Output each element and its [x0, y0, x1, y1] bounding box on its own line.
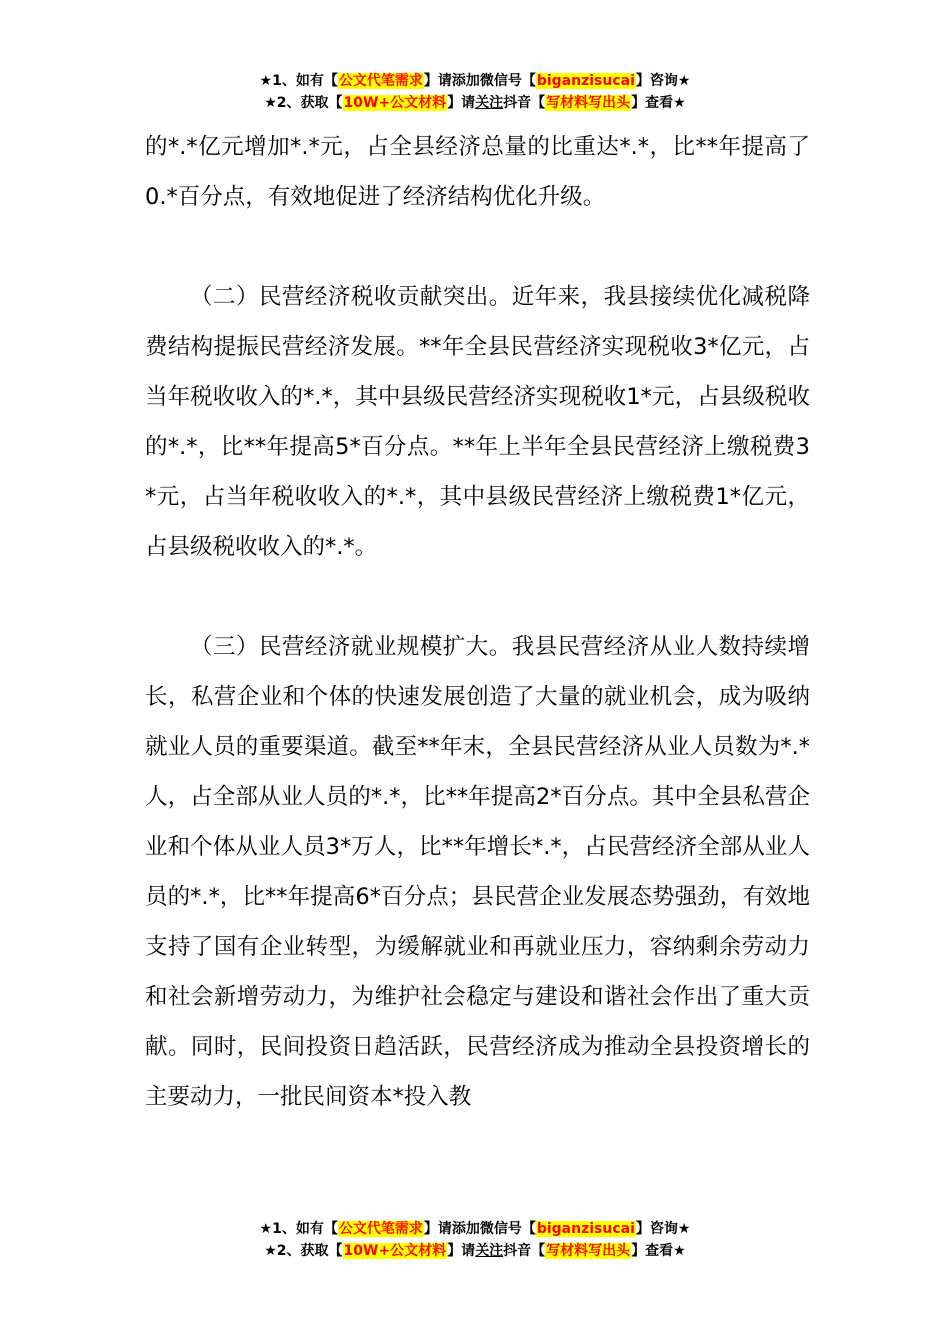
- footer-highlight-materials: 10W+公文材料: [343, 1243, 447, 1259]
- paragraph-tax-contribution: （二）民营经济税收贡献突出。近年来，我县接续优化减税降费结构提振民营经济发展。**年全县民营经济实现税收3*亿元，占当年税收收入的*.*，其中县级民营经济实现税收1*元，占县级税收的*.*，比**年提高5*百分点。**年上半年全县民营经济上缴税费3*元，占当年税收收入的*.*，其中县级民营经济上缴税费1*亿元，占县级税收收入的*.*。: [145, 284, 810, 560]
- header-line-2-text: 】查看★: [631, 95, 686, 111]
- paragraph-continuation: 的*.*亿元增加*.*元，占全县经济总量的比重达*.*，比**年提高了0.*百分点，有效地促进了经济结构优化升级。: [145, 134, 810, 210]
- footer-highlight-douyin: 写材料写出头: [546, 1243, 631, 1259]
- header-line-2-text: ★2、获取【: [264, 95, 343, 111]
- header-highlight-wechat-id: biganzisucai: [536, 73, 635, 89]
- header-line-1: [0, 70, 950, 92]
- footer-line-1: [0, 1218, 950, 1240]
- header-line-1-text: 】请添加微信号【: [423, 73, 536, 89]
- document-body: [145, 122, 810, 1122]
- footer-line-1-text: 】咨询★: [635, 1221, 691, 1237]
- footer-line-2-text: 】请: [447, 1243, 476, 1259]
- footer-line-2-text: ★2、获取【: [264, 1243, 343, 1259]
- footer-highlight-wechat-id: biganzisucai: [536, 1221, 635, 1237]
- paragraph-gap: [145, 572, 810, 622]
- footer-line-2-text: 抖音【: [503, 1243, 546, 1259]
- header-line-2-text: 抖音【: [503, 95, 546, 111]
- footer-line-1-text: 】请添加微信号【: [423, 1221, 536, 1237]
- footer-line-1-text: ★1、如有【: [259, 1221, 338, 1237]
- footer-underline-follow: 关注: [475, 1243, 504, 1259]
- header-highlight-douyin: 写材料写出头: [546, 95, 631, 111]
- header-line-2-text: 】请: [447, 95, 476, 111]
- header-line-2: [0, 92, 950, 114]
- footer-highlight-service: 公文代笔需求: [338, 1221, 423, 1237]
- header-banner: [0, 70, 950, 114]
- footer-line-2-text: 】查看★: [631, 1243, 686, 1259]
- header-line-1-text: ★1、如有【: [259, 73, 338, 89]
- footer-banner: [0, 1218, 950, 1262]
- header-underline-follow: 关注: [475, 95, 504, 111]
- header-highlight-materials: 10W+公文材料: [343, 95, 447, 111]
- header-highlight-service: 公文代笔需求: [338, 73, 423, 89]
- paragraph-gap: [145, 222, 810, 272]
- header-line-1-text: 】咨询★: [635, 73, 691, 89]
- footer-line-2: [0, 1240, 950, 1262]
- paragraph-employment: （三）民营经济就业规模扩大。我县民营经济从业人数持续增长，私营企业和个体的快速发展创造了大量的就业机会，成为吸纳就业人员的重要渠道。截至**年末，全县民营经济从业人员数为*.*人，占全部从业人员的*.*，比**年提高2*百分点。其中全县私营企业和个体从业人员3*万人，比**年增长*.*，占民营经济全部从业人员的*.*，比**年提高6*百分点；县民营企业发展态势强劲，有效地支持了国有企业转型，为缓解就业和再就业压力，容纳剩余劳动力和社会新增劳动力，为维护社会稳定与建设和谐社会作出了重大贡献。同时，民间投资日趋活跃，民营经济成为推动全县投资增长的主要动力，一批民间资本*投入教: [145, 634, 810, 1110]
